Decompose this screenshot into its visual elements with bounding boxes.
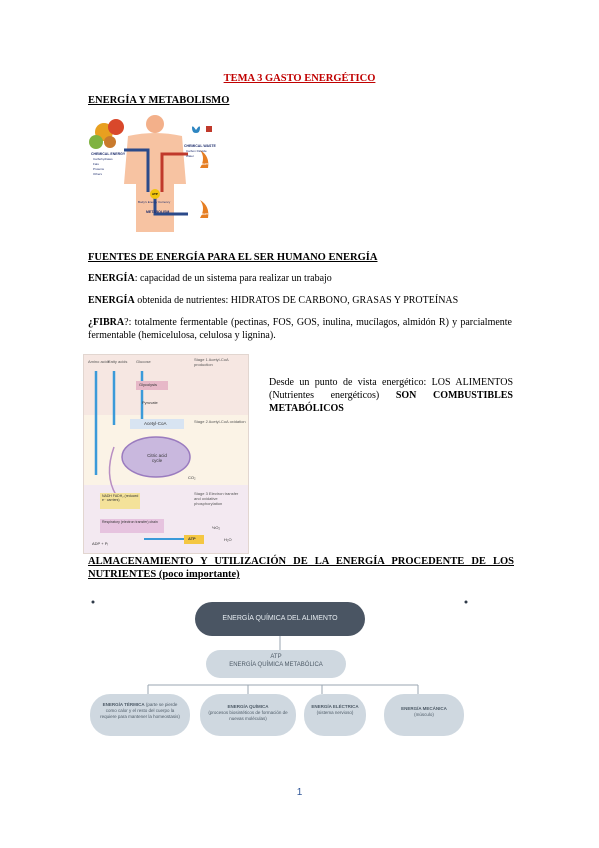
head-shape bbox=[146, 115, 164, 133]
heat-label: HEAT bbox=[200, 162, 208, 166]
section-heading-suffix: (poco importante) bbox=[156, 569, 240, 580]
section-heading-storage bbox=[88, 555, 514, 581]
nadh-label: NADH FADH₂ (reduced e⁻ carriers) bbox=[102, 494, 139, 502]
stage2-label: Stage 2 Acetyl-CoA oxidation bbox=[194, 419, 246, 424]
metabolic-pathway-figure bbox=[83, 354, 249, 554]
corner-dot bbox=[465, 601, 468, 604]
list-item: Proteins bbox=[93, 167, 105, 171]
food-item bbox=[108, 119, 124, 135]
diagram-node-atp bbox=[206, 650, 346, 678]
corner-dot bbox=[92, 601, 95, 604]
fuel-paragraph bbox=[269, 376, 513, 415]
definition-energy-nutrients bbox=[88, 294, 458, 307]
metabolism-illustration bbox=[88, 114, 222, 234]
diagram-node-thermal bbox=[90, 694, 190, 736]
node-text: (parte se pierde como calor y el resto del cuerpo la requiere para mantener la homeostasis) bbox=[100, 702, 180, 719]
definition-text: obtenida de nutrientes: HIDRATOS DE CARBONO, GRASAS Y PROTEÍNAS bbox=[134, 295, 459, 306]
section-heading-energy-metabolism: ENERGÍA Y METABOLISMO bbox=[88, 95, 230, 106]
acetyl-coa-label: Acetyl-CoA bbox=[144, 421, 167, 426]
node-text: (sistema nervioso) bbox=[316, 710, 354, 715]
top-label-fatty: Fatty acids bbox=[108, 359, 128, 364]
page-number: 1 bbox=[296, 787, 303, 798]
chemical-waste-label: CHEMICAL WASTE bbox=[184, 144, 216, 148]
node-title: ENERGÍA MECÁNICA bbox=[401, 706, 447, 711]
energy-diagram bbox=[88, 590, 473, 755]
chain-label: Respiratory (electron transfer) chain bbox=[102, 520, 158, 524]
h2o-label: H₂O bbox=[224, 537, 232, 542]
fuel-text: Desde un punto de vista energético: LOS ALIMENTOS (Nutrientes energéticos) bbox=[269, 377, 513, 401]
water-drop-icon bbox=[192, 126, 200, 133]
fuel-text-bold: SON COMBUSTIBLES METABÓLICOS bbox=[269, 390, 513, 414]
chemical-energy-label: CHEMICAL ENERGY bbox=[91, 152, 126, 156]
glycolysis-label: Glycolysis bbox=[139, 382, 158, 387]
section-heading-energy-sources: FUENTES DE ENERGÍA PARA EL SER HUMANO ENERGÍA bbox=[88, 252, 378, 263]
waste-icon bbox=[206, 126, 212, 132]
list-item: Carbon Dioxide bbox=[186, 149, 207, 153]
energy-currency-label: Body's Energy Currency bbox=[138, 200, 171, 204]
definition-text: : capacidad de un sistema para realizar un trabajo bbox=[134, 273, 332, 284]
diagram-node-mechanical bbox=[384, 694, 464, 736]
atp-text: ATP bbox=[270, 654, 282, 660]
diagram-node-electric bbox=[304, 694, 366, 736]
node-text: (procesos biosintéticos de formación de nuevas moléculas) bbox=[208, 710, 288, 721]
term: ¿FIBRA bbox=[88, 317, 125, 328]
chemical-energy-list bbox=[93, 157, 113, 177]
stage3-label: Stage 3 Electron transfer and oxidative phosphorylation bbox=[194, 491, 239, 506]
node-title: ENERGÍA TÉRMICA bbox=[102, 702, 145, 707]
top-label-glucose: Glucose bbox=[136, 359, 151, 364]
cycle-label: Citric acid cycle bbox=[147, 453, 167, 463]
atp-label: ATP bbox=[188, 536, 196, 541]
stage1-label: Stage 1 Acetyl-CoA production bbox=[194, 357, 229, 367]
diagram-node-food-chemical-energy: ENERGÍA QUÍMICA DEL ALIMENTO bbox=[195, 602, 365, 636]
node-title: ENERGÍA ELÉCTRICA bbox=[311, 704, 359, 709]
list-item: Carbohydrates bbox=[93, 157, 113, 161]
list-item: Others bbox=[93, 172, 103, 176]
co2-label: CO₂ bbox=[188, 475, 196, 480]
body-shape bbox=[124, 133, 186, 232]
definition-energy bbox=[88, 272, 332, 285]
atp-label: ATP bbox=[152, 192, 158, 196]
node-text: (músculo) bbox=[414, 712, 434, 717]
node-title: ENERGÍA QUÍMICA bbox=[227, 704, 269, 709]
pyruvate-label: Pyruvate bbox=[142, 400, 158, 405]
list-item: Water bbox=[186, 154, 194, 158]
food-item bbox=[89, 135, 103, 149]
metabolic-energy-text: ENERGÍA QUÍMICA METABÓLICA bbox=[229, 662, 323, 668]
metabolism-label: METABOLISM bbox=[146, 210, 170, 214]
adp-label: ADP + Pᵢ bbox=[92, 541, 109, 546]
fiber-text: ?: totalmente fermentable (pectinas, FOS, GOS, inulina, mucílagos, almidón R) y parcialmente fermentable (hemicelulosa, celulosa y lignina). bbox=[88, 317, 512, 341]
heat-label: HEAT bbox=[200, 212, 208, 216]
fiber-paragraph bbox=[88, 316, 512, 342]
term: ENERGÍA bbox=[88, 273, 135, 284]
list-item: Fats bbox=[93, 162, 99, 166]
document-title: TEMA 3 GASTO ENERGÉTICO bbox=[223, 73, 376, 84]
o2-label: ½O₂ bbox=[212, 525, 220, 530]
section-heading-text: ALMACENAMIENTO Y UTILIZACIÓN DE LA ENERGÍA PROCEDENTE DE LOS NUTRIENTES bbox=[88, 556, 514, 580]
food-item bbox=[104, 136, 116, 148]
chemical-waste-list bbox=[186, 149, 207, 159]
diagram-node-chemical bbox=[200, 694, 296, 736]
term: ENERGÍA bbox=[88, 295, 135, 306]
top-label-amino: Amino acids bbox=[88, 359, 110, 364]
